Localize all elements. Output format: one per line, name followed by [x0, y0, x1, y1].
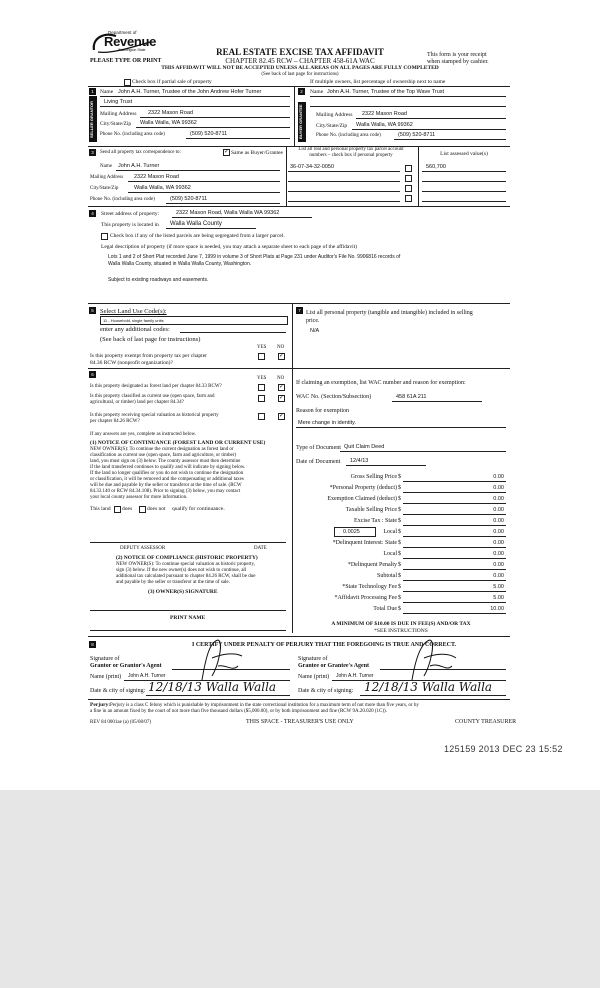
section6-yes: YES [257, 376, 267, 381]
seller-phone: (509) 520-8711 [190, 131, 228, 137]
doc-date-label: Date of Document [296, 459, 341, 465]
tax-row-label: *Delinquent Interest: State [332, 540, 397, 546]
section-2-number: 2 [298, 88, 305, 95]
reason-value: Mere change in identity. [298, 420, 356, 426]
grantee-sig-label-2: Grantee or Grantee's Agent [298, 663, 370, 669]
section5-no: NO [277, 345, 285, 350]
seller-name-label: Name [100, 89, 114, 95]
parcel-2-personal-checkbox[interactable] [405, 175, 412, 182]
warning: THIS AFFIDAVIT WILL NOT BE ACCEPTED UNLESS ALL AREAS ON ALL PAGES ARE FULLY COMPLETED [161, 65, 439, 71]
does-not-label: does not [147, 506, 166, 512]
certify-statement: I CERTIFY UNDER PENALTY OF PERJURY THAT THE FOREGOING IS TRUE AND CORRECT. [192, 642, 457, 648]
tax-dollar: $ [398, 507, 401, 513]
buyer-address-label: Mailing Address [316, 112, 353, 118]
segregated-checkbox[interactable] [101, 233, 108, 240]
tax-row-value: 5.00 [493, 595, 504, 601]
doc-type-label: Type of Document [296, 445, 341, 451]
located-county: Walla Walla County [170, 221, 222, 227]
perjury-label: Perjury: [90, 702, 111, 708]
exemption-label: If claiming an exemption, list WAC number and reason for exemption: [296, 380, 466, 386]
partial-sale-checkbox[interactable] [124, 79, 131, 86]
wac-label: WAC No. (Section/Subsection) [296, 394, 372, 400]
perjury-line-1: Perjury is a class C felony which is punishable by imprisonment in the state correctional institution for a maximum term of not more than five years, or by [110, 702, 419, 708]
tax-row-value: 0.00 [493, 518, 504, 524]
tax-row-label: *Personal Property (deduct) [329, 485, 397, 491]
section-4-number: 4 [89, 210, 96, 217]
grantee-signature [400, 636, 462, 684]
located-label: This property is located in [101, 222, 159, 228]
section-5-number: 5 [89, 307, 96, 314]
land-use-label: Select Land Use Code(s): [100, 308, 167, 315]
legal-line-1: Lots 1 and 2 of Short Plat recorded June 7, 1999 in volume 3 of Short Plats at Page 231 under Auditor's File No. 9906816 records of [108, 254, 401, 260]
parcel-header-1: List all real and personal property tax parcel account [298, 147, 404, 152]
tax-row-label: *Affidavit Processing Fee [334, 595, 397, 601]
section3-address-label: Mailing Address [90, 175, 124, 180]
buyer-name: John A.H. Turner, Trustee of the Top Wave Trust [327, 89, 445, 95]
continuance-line-9: your local county assessor for more information. [90, 495, 188, 500]
partial-sale-label: Check box if partial sale of property [132, 79, 212, 85]
current-use-yes-checkbox[interactable] [258, 395, 265, 402]
buyer-city: Walla Walla, WA 99362 [356, 122, 413, 128]
send-label: Send all property tax correspondence to: [100, 150, 181, 155]
tax-row-value: 0.00 [493, 474, 504, 480]
buyer-side-label: BUYER GRANTEE [298, 102, 306, 142]
section-7-number: 7 [296, 307, 303, 314]
form-title: REAL ESTATE EXCISE TAX AFFIDAVIT [216, 47, 384, 57]
section3-address: 2322 Mason Road [134, 174, 179, 180]
historic-line-4: and payable by the seller or transferor at the time of sale. [116, 580, 230, 585]
seller-side-label: SELLER GRANTOR [89, 96, 97, 142]
tax-row-value: 0.00 [493, 562, 504, 568]
tax-dollar: $ [398, 496, 401, 502]
historic-yes-checkbox[interactable] [258, 413, 265, 420]
qualify-label: qualify for continuance. [172, 506, 225, 512]
tax-dollar: $ [398, 551, 401, 557]
continuance-line-1: NEW OWNER(S): To continue the current designation as forest land or [90, 447, 234, 452]
print-name-label: PRINT NAME [170, 615, 206, 621]
section3-city-label: City/State/Zip [90, 186, 119, 191]
current-use-question-2: agricultural, or timber) land per chapter 84.34? [90, 400, 184, 405]
tax-dollar: $ [398, 518, 401, 524]
current-use-question-1: Is this property classified as current use (open space, farm and [90, 394, 215, 399]
receipt-note-2: when stamped by cashier. [427, 59, 489, 65]
continuance-line-3: land, you must sign on (3) below. The county assessor must then determine [90, 459, 241, 464]
tax-dollar: $ [398, 540, 401, 546]
section6-no: NO [277, 376, 285, 381]
tax-row-label: Total Due [373, 606, 397, 612]
exempt-question-2: 84.36 RCW (nonprofit organization)? [90, 360, 173, 366]
buyer-address: 2322 Mason Road [362, 111, 407, 117]
seller-name: John A.H. Turner, Trustee of the John Andrew Hofer Turner [118, 89, 262, 95]
tax-dollar: $ [398, 573, 401, 579]
type-or-print: PLEASE TYPE OR PRINT [90, 58, 162, 64]
tax-row-label: Taxable Selling Price [345, 507, 397, 513]
buyer-phone: (509) 520-8711 [398, 132, 436, 138]
buyer-name-label: Name [310, 89, 324, 95]
multiple-owners-note: If multiple owners, list percentage of ownership next to name [310, 79, 446, 85]
grantee-name-label: Name (print) [298, 674, 330, 680]
grantor-sig-label-2: Grantor or Grantor's Agent [90, 663, 162, 669]
additional-codes-label: enter any additional codes: [100, 326, 170, 333]
tax-dollar: $ [398, 562, 401, 568]
see-back: (See back of last page for instructions) [261, 72, 339, 77]
section5-yes: YES [257, 345, 267, 350]
see-instructions-note: *SEE INSTRUCTIONS [374, 628, 428, 634]
historic-no-checkbox[interactable] [278, 413, 285, 420]
continuance-title: (1) NOTICE OF CONTINUANCE (FOREST LAND OR CURRENT USE) [90, 440, 266, 446]
doc-type: Quit Claim Deed [344, 444, 385, 450]
historic-title: (2) NOTICE OF COMPLIANCE (HISTORIC PROPERTY) [116, 555, 258, 561]
seller-phone-label: Phone No. (including area code) [100, 132, 165, 137]
grantor-name-label: Name (print) [90, 674, 122, 680]
doc-date: 12/4/13 [350, 458, 369, 464]
reason-label: Reason for exemption [296, 408, 349, 414]
continuance-line-7: will be due and payable by the seller or transferor at the time of sale. (RCW [90, 483, 242, 488]
continuance-line-5: If the land no longer qualifies or you do not wish to continue the designation [90, 471, 244, 476]
seller-city-label: City/State/Zip [100, 121, 132, 127]
personal-property-label-2: price. [306, 318, 320, 324]
local-rate: 0.0025 [343, 529, 360, 535]
tax-dollar: $ [398, 606, 401, 612]
section-1-number: 1 [89, 88, 96, 95]
tax-row-label: Local [383, 529, 397, 535]
historic-line-1: NEW OWNER(S): To continue special valuation as historic property, [116, 562, 255, 567]
tax-row-value: 0.00 [493, 507, 504, 513]
tax-dollar: $ [398, 595, 401, 601]
grantor-date-city-label: Date & city of signing: [90, 688, 146, 694]
continuance-line-4: if the land transferred continues to qualify and will indicate by signing below. [90, 465, 246, 470]
assessed-header: List assessed value(s) [440, 151, 488, 157]
section3-name: John A.H. Turner [118, 163, 160, 169]
does-not-checkbox[interactable] [139, 506, 146, 513]
county-treasurer: COUNTY TREASURER [455, 719, 517, 725]
seller-name-line2: Living Trust [104, 99, 133, 105]
does-label: does [122, 506, 133, 512]
forest-question: Is this property designated as forest land per chapter 84.33 RCW? [90, 384, 222, 389]
tax-row-value: 0.00 [493, 529, 504, 535]
seller-address: 2322 Mason Road [148, 110, 193, 116]
grantee-date-city: 12/18/13 Walla Walla [364, 680, 493, 694]
section-8-number: 8 [89, 641, 96, 648]
grantor-sig-label-1: Signature of [90, 656, 120, 662]
logo-text: Revenue [104, 34, 157, 49]
historic-question-1: Is this property receiving special valuation as historical property [90, 413, 219, 418]
tax-row-value: 5.00 [493, 584, 504, 590]
this-land-label: This land [90, 506, 111, 512]
tax-row-value: 0.00 [493, 496, 504, 502]
parcel-header-2: numbers – check box if personal property [309, 153, 393, 158]
street-label: Street address of property: [101, 211, 160, 217]
tax-row-label: Exemption Claimed (deduct) [327, 496, 397, 502]
parcel-3-personal-checkbox[interactable] [405, 185, 412, 192]
forest-yes-checkbox[interactable] [258, 384, 265, 391]
historic-line-3: additional tax calculated pursuant to chapter 84.26 RCW, shall be due [116, 574, 256, 579]
section-6-number: 6 [89, 371, 96, 378]
continuance-line-8: 84.33.140 or RCW 84.34.108). Prior to signing (3) below, you may contact [90, 489, 241, 494]
rev-number: REV 84 0001ae (a) (05/08/07) [90, 720, 152, 725]
tax-dollar: $ [398, 529, 401, 535]
seller-address-label: Mailing Address [100, 111, 137, 117]
tax-row-label: Excise Tax : State [354, 518, 397, 524]
street-address: 2322 Mason Road, Walla Walla WA 99362 [176, 210, 280, 216]
tax-row-label: *State Technology Fee [342, 584, 397, 590]
parcel-1-personal-checkbox[interactable] [405, 165, 412, 172]
tax-row-value: 0.00 [493, 573, 504, 579]
tax-row-label: *Delinquent Penalty [347, 562, 397, 568]
tax-row-label: Local [383, 551, 397, 557]
legal-line-2: Walla Walla County, situated in Walla Walla County, Washington. [108, 261, 252, 267]
treasurer-note: THIS SPACE - TREASURER'S USE ONLY [246, 719, 354, 725]
tax-dollar: $ [398, 474, 401, 480]
tax-row-label: Gross Selling Price [350, 474, 397, 480]
section5-see-back: (See back of last page for instructions) [100, 336, 201, 343]
tax-row-label: Subtotal [376, 573, 397, 579]
grantee-date-city-label: Date & city of signing: [298, 688, 354, 694]
treasurer-stamp: 125159 2013 DEC 23 15:52 [444, 744, 563, 754]
grantor-name-print: John A.H. Turner [128, 673, 166, 679]
land-use-value: 11 - Household, single family units [103, 318, 164, 323]
tax-row-value: 10.00 [490, 606, 504, 612]
section3-phone-label: Phone No. (including area code) [90, 197, 155, 202]
exempt-no-checkbox[interactable] [278, 353, 285, 360]
personal-property-value: N/A [310, 328, 320, 334]
buyer-city-label: City/State/Zip [316, 123, 348, 129]
tax-dollar: $ [398, 485, 401, 491]
wac-number: 458 61A 211 [396, 394, 427, 400]
buyer-phone-label: Phone No. (including area code) [316, 133, 381, 138]
perjury-line-2: a fine in an amount fixed by the court of not more than five thousand dollars ($5,000.00), or by both imprisonment and fine (RCW 9A.20.020 (1C)). [90, 709, 387, 714]
grantee-name-print: John A.H. Turner [336, 673, 374, 679]
state-line: Washington State [118, 48, 146, 52]
parcel-4-personal-checkbox[interactable] [405, 195, 412, 202]
exempt-yes-checkbox[interactable] [258, 353, 265, 360]
deputy-assessor-label: DEPUTY ASSESSOR [120, 546, 166, 551]
land-use-select[interactable] [100, 316, 288, 325]
tax-row-value: 0.00 [493, 551, 504, 557]
section3-phone: (509) 520-8711 [170, 196, 208, 202]
grantor-date-city: 12/18/13 Walla Walla [148, 680, 277, 694]
does-checkbox[interactable] [114, 506, 121, 513]
tax-dollar: $ [398, 584, 401, 590]
current-use-no-checkbox[interactable] [278, 395, 285, 402]
personal-property-label-1: List all personal property (tangible and intangible) included in selling [306, 310, 473, 316]
assessor-date-label: DATE [254, 546, 267, 551]
assessed-value: 560,700 [426, 164, 446, 170]
if-yes-note: If any answers are yes, complete as instructed below. [90, 432, 197, 437]
minimum-note: A MINIMUM OF $10.00 IS DUE IN FEE(S) AND/OR TAX [331, 621, 471, 627]
grantor-signature [188, 636, 248, 684]
grantee-sig-label-1: Signature of [298, 656, 328, 662]
dept-line: Department of [108, 30, 137, 35]
section3-city: Walla Walla, WA 99362 [134, 185, 191, 191]
owner-signature-label: (3) OWNER(S) SIGNATURE [148, 589, 218, 595]
parcel-number: 36-07-34-32-0050 [290, 164, 335, 170]
seller-city: Walla Walla, WA 99362 [140, 120, 197, 126]
historic-question-2: per chapter 84.26 RCW? [90, 419, 140, 424]
receipt-note-1: This form is your receipt [427, 52, 487, 58]
forest-no-checkbox[interactable] [278, 384, 285, 391]
section3-name-label: Name [100, 164, 112, 169]
same-as-buyer-checkbox[interactable] [223, 149, 230, 156]
legal-label: Legal description of property (if more space is needed, you may attach a separate sheet to each page of the affidavit) [101, 244, 357, 250]
tax-row-value: 0.00 [493, 540, 504, 546]
legal-line-3: Subject to existing roadways and easements. [108, 277, 209, 283]
section-3-number: 3 [89, 149, 96, 156]
tax-row-value: 0.00 [493, 485, 504, 491]
exempt-question-1: Is this property exempt from property tax per chapter [90, 353, 207, 359]
segregated-label: Check box if any of the listed parcels are being segregated from a larger parcel. [110, 233, 285, 239]
same-as-buyer-label: Same as Buyer/Grantee [231, 150, 283, 156]
form-subtitle: CHAPTER 82.45 RCW – CHAPTER 458-61A WAC [225, 57, 375, 65]
continuance-line-6: or classification, it will be removed and the compensating or additional taxes [90, 477, 244, 482]
historic-line-2: sign (3) below. If the new owner(s) does not wish to continue, all [116, 568, 247, 573]
continuance-line-2: classification as current use (open space, farm and agriculture, or timber) [90, 453, 237, 458]
